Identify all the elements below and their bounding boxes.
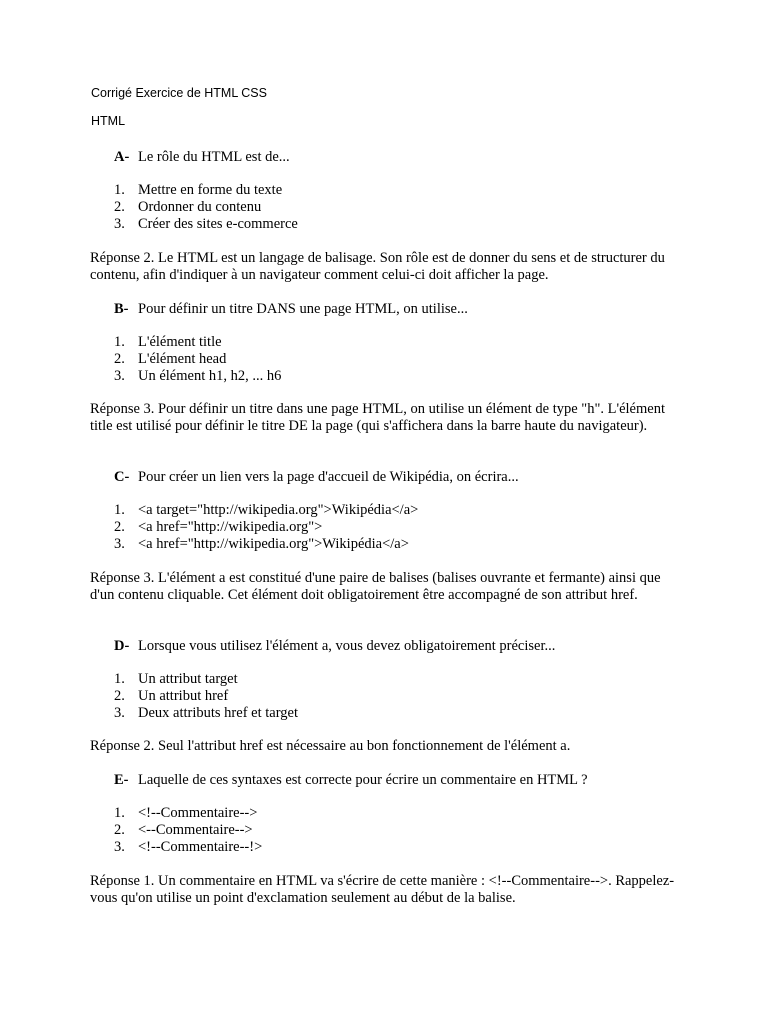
- option-number: 3.: [114, 536, 125, 552]
- option-text: <!--Commentaire--!>: [138, 839, 263, 855]
- option-number: 1.: [114, 334, 125, 350]
- option-number: 1.: [114, 671, 125, 687]
- option-item: [114, 839, 262, 856]
- document-subtitle: HTML: [91, 114, 126, 128]
- question-b-answer: Réponse 3. Pour définir un titre dans une page HTML, on utilise un élément de type "h". L'élément title est utilisé pour définir le titre DE la page (qui s'affichera dans la barre haute du navigateur).: [90, 401, 665, 434]
- question-b-options: [114, 334, 281, 385]
- option-number: 2.: [114, 688, 125, 704]
- question-b-heading: [114, 300, 468, 318]
- option-text: L'élément head: [138, 351, 227, 367]
- question-text: Pour créer un lien vers la page d'accueil de Wikipédia, on écrira...: [138, 469, 519, 485]
- question-text: Lorsque vous utilisez l'élément a, vous devez obligatoirement préciser...: [138, 638, 556, 654]
- option-item: [114, 822, 262, 839]
- option-item: [114, 519, 418, 536]
- option-number: 1.: [114, 805, 125, 821]
- question-letter: D-: [114, 638, 130, 654]
- question-c-answer: Réponse 3. L'élément a est constitué d'une paire de balises (balises ouvrante et fermante) ainsi que d'un contenu cliquable. Cet élément doit obligatoirement être accompagné de son attribut href.: [90, 570, 661, 603]
- option-text: <a href="http://wikipedia.org">Wikipédia</a>: [138, 536, 409, 552]
- option-item: [114, 351, 281, 368]
- option-item: [114, 536, 418, 553]
- option-item: [114, 805, 262, 822]
- option-number: 3.: [114, 839, 125, 855]
- question-letter: B-: [114, 301, 129, 317]
- question-text: Laquelle de ces syntaxes est correcte pour écrire un commentaire en HTML ?: [138, 772, 588, 788]
- option-number: 3.: [114, 368, 125, 384]
- option-text: Un attribut href: [138, 688, 229, 704]
- question-letter: A-: [114, 149, 130, 165]
- option-text: <a target="http://wikipedia.org">Wikipédia</a>: [138, 502, 419, 518]
- question-a-heading: [114, 148, 290, 166]
- question-letter: C-: [114, 469, 130, 485]
- option-text: Créer des sites e-commerce: [138, 216, 298, 232]
- option-item: [114, 671, 298, 688]
- question-e-heading: [114, 771, 588, 789]
- document-title: Corrigé Exercice de HTML CSS: [91, 86, 267, 100]
- option-number: 2.: [114, 351, 125, 367]
- option-item: [114, 216, 298, 233]
- question-e-answer: Réponse 1. Un commentaire en HTML va s'écrire de cette manière : <!--Commentaire-->. Rappelez-vous qu'on utilise un point d'exclamation seulement au début de la balise.: [90, 873, 675, 906]
- option-text: Un attribut target: [138, 671, 238, 687]
- question-d-heading: [114, 637, 555, 655]
- option-text: Mettre en forme du texte: [138, 182, 283, 198]
- option-item: [114, 182, 298, 199]
- option-text: <!--Commentaire-->: [138, 805, 258, 821]
- question-text: Le rôle du HTML est de...: [138, 149, 290, 165]
- question-d-options: [114, 671, 298, 722]
- option-number: 2.: [114, 199, 125, 215]
- option-number: 2.: [114, 822, 125, 838]
- option-number: 1.: [114, 502, 125, 518]
- question-c-heading: [114, 468, 519, 486]
- question-d-answer: Réponse 2. Seul l'attribut href est nécessaire au bon fonctionnement de l'élément a.: [90, 738, 571, 754]
- option-text: <a href="http://wikipedia.org">: [138, 519, 323, 535]
- question-a-answer: Réponse 2. Le HTML est un langage de balisage. Son rôle est de donner du sens et de structurer du contenu, afin d'indiquer à un navigateur comment celui-ci doit afficher la page.: [90, 250, 665, 283]
- option-text: <--Commentaire-->: [138, 822, 253, 838]
- option-text: Un élément h1, h2, ... h6: [138, 368, 282, 384]
- option-number: 2.: [114, 519, 125, 535]
- option-item: [114, 199, 298, 216]
- option-number: 3.: [114, 705, 125, 721]
- question-letter: E-: [114, 772, 129, 788]
- question-text: Pour définir un titre DANS une page HTML, on utilise...: [138, 301, 468, 317]
- option-item: [114, 688, 298, 705]
- option-text: Deux attributs href et target: [138, 705, 298, 721]
- option-number: 3.: [114, 216, 125, 232]
- question-e-options: [114, 805, 262, 856]
- option-item: [114, 334, 281, 351]
- option-text: Ordonner du contenu: [138, 199, 262, 215]
- option-item: [114, 705, 298, 722]
- option-item: [114, 368, 281, 385]
- option-text: L'élément title: [138, 334, 222, 350]
- option-item: [114, 502, 418, 519]
- question-a-options: [114, 182, 298, 233]
- question-c-options: [114, 502, 418, 553]
- option-number: 1.: [114, 182, 125, 198]
